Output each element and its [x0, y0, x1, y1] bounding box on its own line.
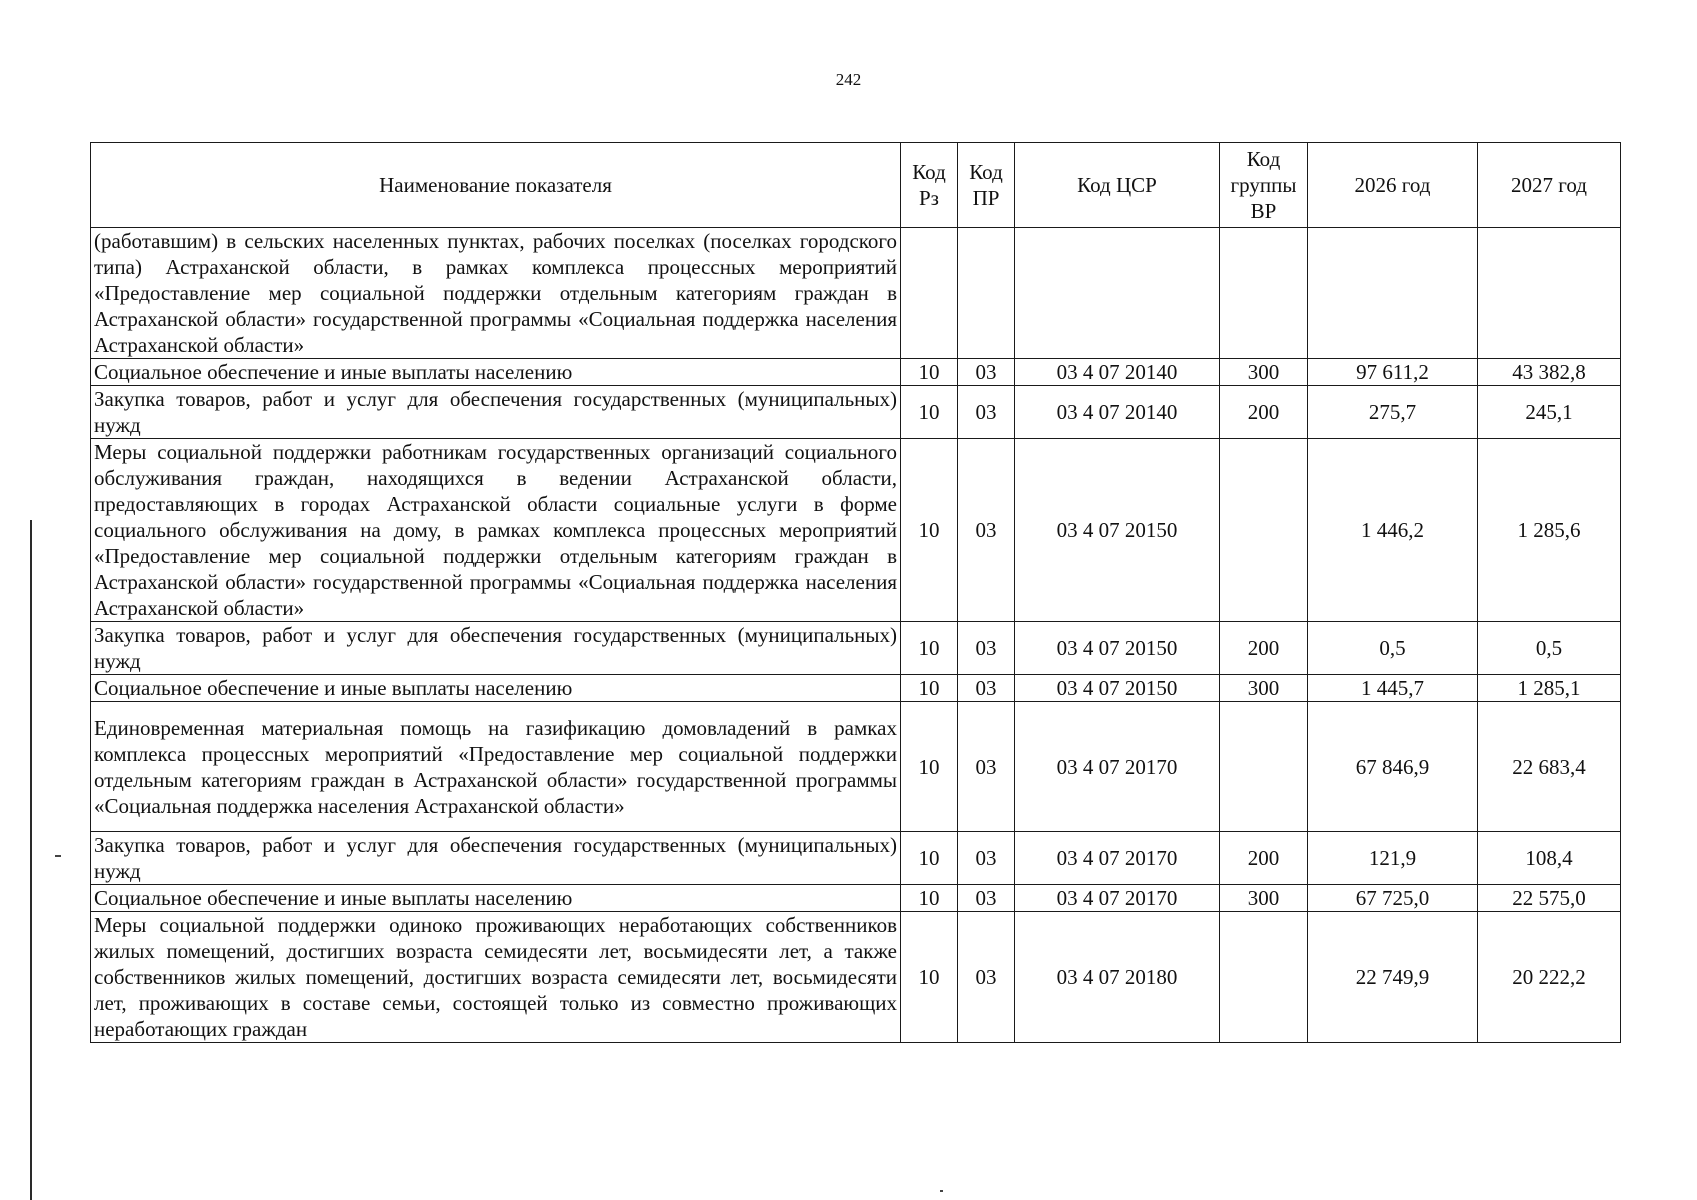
row-rz: 10	[901, 912, 958, 1043]
row-csr: 03 4 07 20140	[1015, 359, 1220, 386]
row-name: Закупка товаров, работ и услуг для обеспечения государственных (муниципальных) нужд	[91, 622, 901, 675]
table-row	[91, 622, 1621, 675]
row-rz: 10	[901, 386, 958, 439]
row-2026: 275,7	[1308, 386, 1478, 439]
row-name: (работавшим) в сельских населенных пунктах, рабочих поселках (поселках городского типа) Астраханской области, в рамках комплекса процессных мероприятий «Предоставление мер социальной поддержки отдельным категориям граждан в Астраханской области» государственной программы «Социальная поддержка населения Астраханской области»	[91, 228, 901, 359]
row-pr: 03	[958, 439, 1015, 622]
row-name: Закупка товаров, работ и услуг для обеспечения государственных (муниципальных) нужд	[91, 832, 901, 885]
row-2026: 0,5	[1308, 622, 1478, 675]
table-header-row	[91, 143, 1621, 228]
row-2026: 67 846,9	[1308, 702, 1478, 832]
table-row	[91, 439, 1621, 622]
row-2027: 20 222,2	[1478, 912, 1621, 1043]
row-rz: 10	[901, 439, 958, 622]
header-2027: 2027 год	[1478, 143, 1621, 228]
header-2026: 2026 год	[1308, 143, 1478, 228]
row-csr: 03 4 07 20170	[1015, 702, 1220, 832]
row-vr	[1220, 912, 1308, 1043]
row-rz: 10	[901, 702, 958, 832]
row-rz: 10	[901, 675, 958, 702]
row-csr: 03 4 07 20140	[1015, 386, 1220, 439]
row-2027: 108,4	[1478, 832, 1621, 885]
row-pr: 03	[958, 622, 1015, 675]
page-number: 242	[835, 70, 862, 89]
row-csr: 03 4 07 20150	[1015, 439, 1220, 622]
row-2027: 22 683,4	[1478, 702, 1621, 832]
row-vr	[1220, 439, 1308, 622]
row-2027: 1 285,6	[1478, 439, 1621, 622]
row-rz	[901, 228, 958, 359]
row-2027: 22 575,0	[1478, 885, 1621, 912]
row-csr: 03 4 07 20150	[1015, 622, 1220, 675]
row-rz: 10	[901, 885, 958, 912]
table-row	[91, 912, 1621, 1043]
row-csr: 03 4 07 20180	[1015, 912, 1220, 1043]
row-2027: 245,1	[1478, 386, 1621, 439]
row-name: Закупка товаров, работ и услуг для обеспечения государственных (муниципальных) нужд	[91, 386, 901, 439]
row-pr: 03	[958, 702, 1015, 832]
row-csr: 03 4 07 20150	[1015, 675, 1220, 702]
scan-margin-line	[30, 520, 32, 1200]
row-2027	[1478, 228, 1621, 359]
table-row	[91, 675, 1621, 702]
table-row	[91, 228, 1621, 359]
header-name: Наименование показателя	[91, 143, 901, 228]
row-2027: 43 382,8	[1478, 359, 1621, 386]
table-row	[91, 702, 1621, 832]
row-2026: 97 611,2	[1308, 359, 1478, 386]
row-vr: 300	[1220, 675, 1308, 702]
row-vr: 300	[1220, 359, 1308, 386]
table-row	[91, 359, 1621, 386]
row-2026	[1308, 228, 1478, 359]
table-row	[91, 832, 1621, 885]
row-2027: 1 285,1	[1478, 675, 1621, 702]
row-csr: 03 4 07 20170	[1015, 885, 1220, 912]
row-vr: 300	[1220, 885, 1308, 912]
row-2026: 121,9	[1308, 832, 1478, 885]
row-csr: 03 4 07 20170	[1015, 832, 1220, 885]
table-row	[91, 885, 1621, 912]
row-vr: 200	[1220, 832, 1308, 885]
row-rz: 10	[901, 359, 958, 386]
row-pr: 03	[958, 386, 1015, 439]
row-name: Социальное обеспечение и иные выплаты населению	[91, 885, 901, 912]
row-2026: 67 725,0	[1308, 885, 1478, 912]
row-rz: 10	[901, 832, 958, 885]
row-pr: 03	[958, 912, 1015, 1043]
budget-table	[90, 142, 1621, 1043]
row-csr	[1015, 228, 1220, 359]
table-row	[91, 386, 1621, 439]
row-name: Социальное обеспечение и иные выплаты населению	[91, 359, 901, 386]
row-pr	[958, 228, 1015, 359]
header-csr: Код ЦСР	[1015, 143, 1220, 228]
row-pr: 03	[958, 675, 1015, 702]
row-vr: 200	[1220, 386, 1308, 439]
row-name: Меры социальной поддержки одиноко проживающих неработающих собственников жилых помещений, достигших возраста семидесяти лет, восьмидесяти лет, а также собственников жилых помещений, достигших возраста семидесяти лет, восьмидесяти лет, проживающих в составе семьи, состоящей только из совместно проживающих неработающих граждан	[91, 912, 901, 1043]
row-vr	[1220, 228, 1308, 359]
row-vr	[1220, 702, 1308, 832]
row-vr: 200	[1220, 622, 1308, 675]
row-2026: 1 445,7	[1308, 675, 1478, 702]
row-2026: 1 446,2	[1308, 439, 1478, 622]
row-2027: 0,5	[1478, 622, 1621, 675]
row-2026: 22 749,9	[1308, 912, 1478, 1043]
row-rz: 10	[901, 622, 958, 675]
row-name: Единовременная материальная помощь на газификацию домовладений в рамках комплекса процессных мероприятий «Предоставление мер социальной поддержки отдельным категориям граждан в Астраханской области» государственной программы «Социальная поддержка населения Астраханской области»	[91, 702, 901, 832]
row-pr: 03	[958, 832, 1015, 885]
row-pr: 03	[958, 359, 1015, 386]
row-name: Социальное обеспечение и иные выплаты населению	[91, 675, 901, 702]
row-pr: 03	[958, 885, 1015, 912]
header-rz: Код Рз	[901, 143, 958, 228]
header-pr: Код ПР	[958, 143, 1015, 228]
scan-speck	[55, 855, 61, 857]
scan-speck	[940, 1190, 943, 1192]
header-vr: Код группы ВР	[1220, 143, 1308, 228]
row-name: Меры социальной поддержки работникам государственных организаций социального обслуживания граждан, находящихся в ведении Астраханской области, предоставляющих в городах Астраханской области социальные услуги в форме социального обслуживания на дому, в рамках комплекса процессных мероприятий «Предоставление мер социальной поддержки отдельным категориям граждан в Астраханской области» государственной программы «Социальная поддержка населения Астраханской области»	[91, 439, 901, 622]
